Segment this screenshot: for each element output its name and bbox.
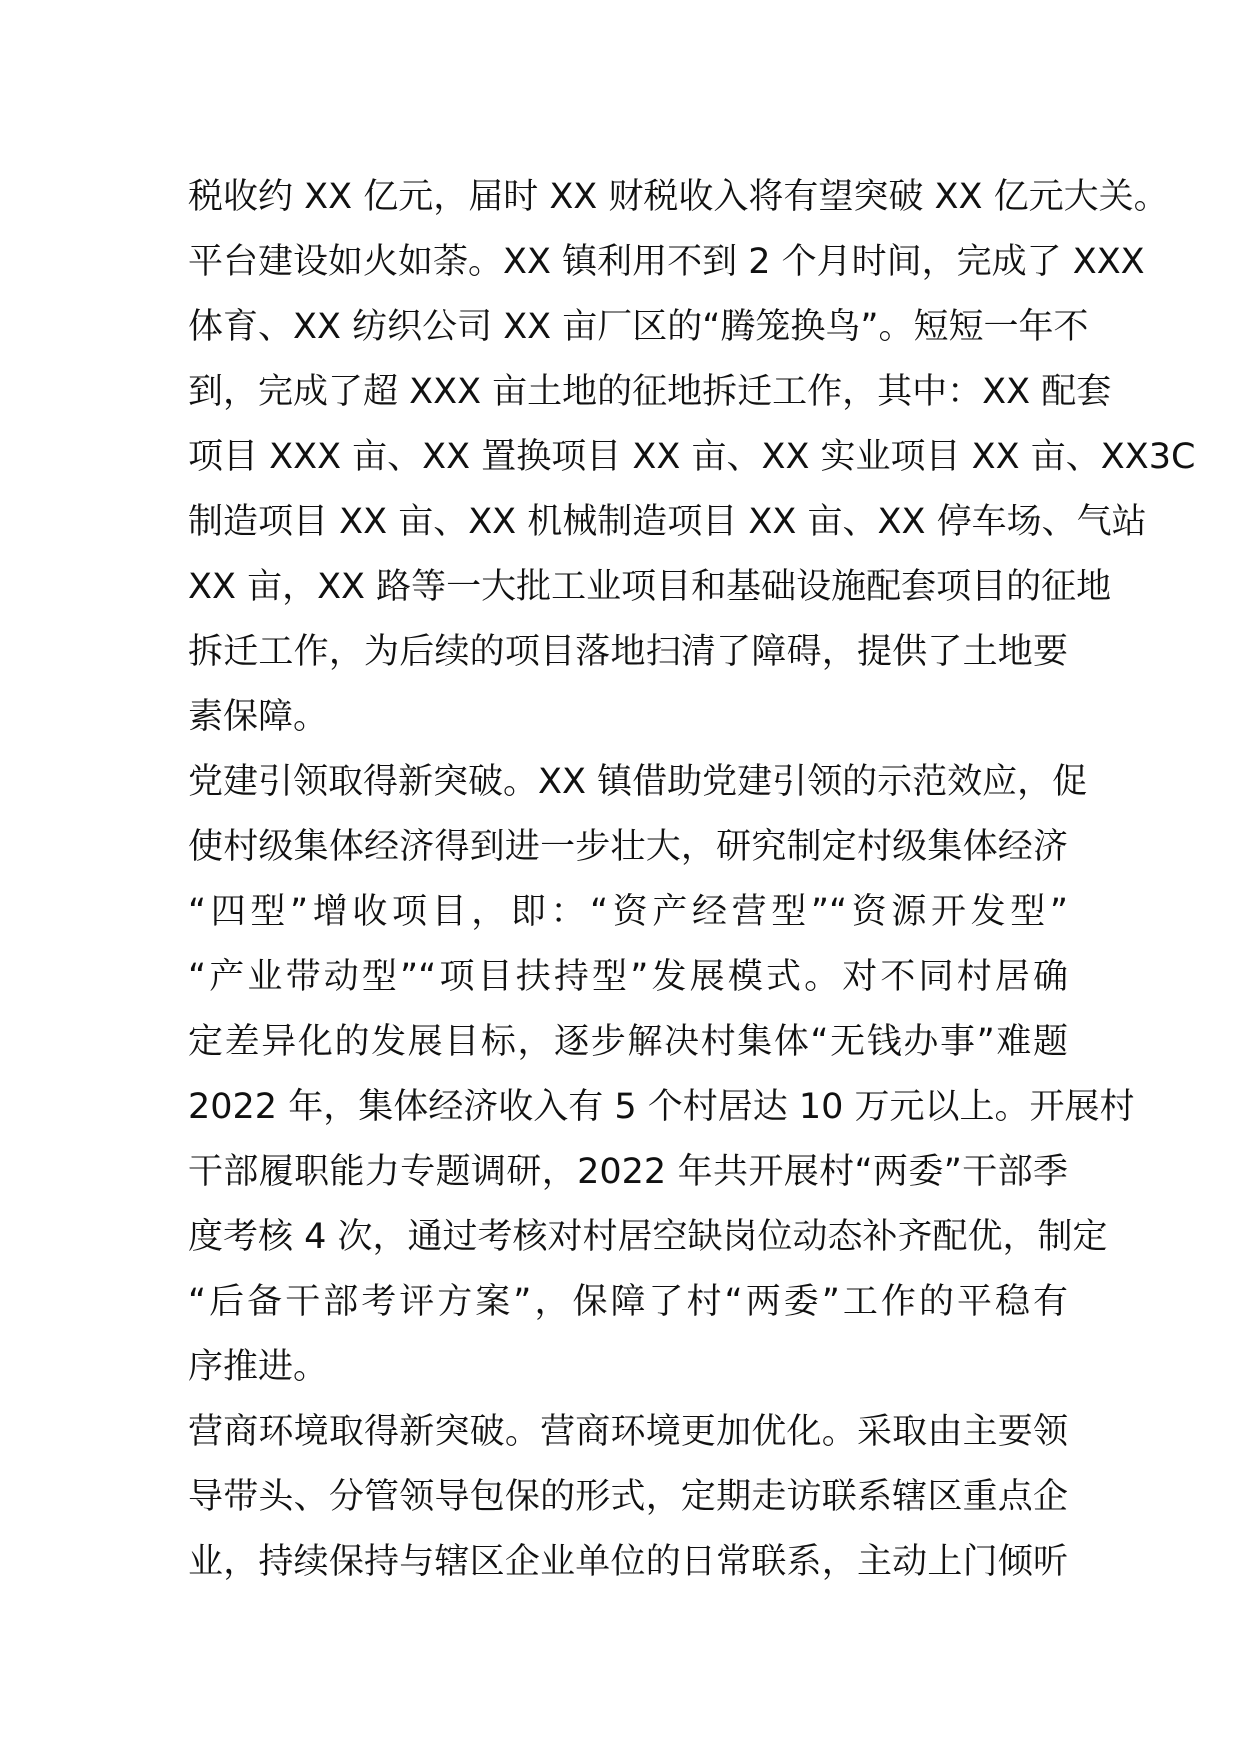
text-line: 营商环境取得新突破。营商环境更加优化。采取由主要领	[188, 1412, 1068, 1452]
text-line: 素保障。	[188, 697, 329, 737]
text-line: “四型”增收项目，即：“资产经营型”“资源开发型”	[188, 892, 1068, 932]
text-line: 业，持续保持与辖区企业单位的日常联系，主动上门倾听	[188, 1542, 1068, 1582]
text-line: 平台建设如火如荼。XX 镇利用不到 2 个月时间，完成了 XXX	[188, 242, 1145, 282]
text-line: 干部履职能力专题调研，2022 年共开展村“两委”干部季	[188, 1152, 1068, 1192]
text-line: 度考核 4 次，通过考核对村居空缺岗位动态补齐配优，制定	[188, 1217, 1108, 1257]
text-line: 导带头、分管领导包保的形式，定期走访联系辖区重点企	[188, 1477, 1068, 1517]
text-line: 拆迁工作，为后续的项目落地扫清了障碍，提供了土地要	[188, 632, 1068, 672]
text-line: “后备干部考评方案”，保障了村“两委”工作的平稳有	[188, 1282, 1068, 1322]
text-line: XX 亩，XX 路等一大批工业项目和基础设施配套项目的征地	[188, 567, 1112, 607]
text-line: 税收约 XX 亿元，届时 XX 财税收入将有望突破 XX 亿元大关。	[188, 177, 1169, 217]
text-line: 序推进。	[188, 1347, 329, 1387]
text-line: 到，完成了超 XXX 亩土地的征地拆迁工作，其中：XX 配套	[188, 372, 1112, 412]
text-line: 2022 年，集体经济收入有 5 个村居达 10 万元以上。开展村	[188, 1087, 1135, 1127]
text-line: 党建引领取得新突破。XX 镇借助党建引领的示范效应，促	[188, 762, 1088, 802]
text-line: 体育、XX 纺织公司 XX 亩厂区的“腾笼换鸟”。短短一年不	[188, 307, 1089, 347]
text-line: 项目 XXX 亩、XX 置换项目 XX 亩、XX 实业项目 XX 亩、XX3C	[188, 437, 1196, 477]
body-text	[188, 165, 1196, 1595]
text-line: 使村级集体经济得到进一步壮大，研究制定村级集体经济	[188, 827, 1068, 867]
text-line: “产业带动型”“项目扶持型”发展模式。对不同村居确	[188, 957, 1068, 997]
text-line: 制造项目 XX 亩、XX 机械制造项目 XX 亩、XX 停车场、气站	[188, 502, 1147, 542]
text-line: 定差异化的发展目标，逐步解决村集体“无钱办事”难题	[188, 1022, 1068, 1062]
